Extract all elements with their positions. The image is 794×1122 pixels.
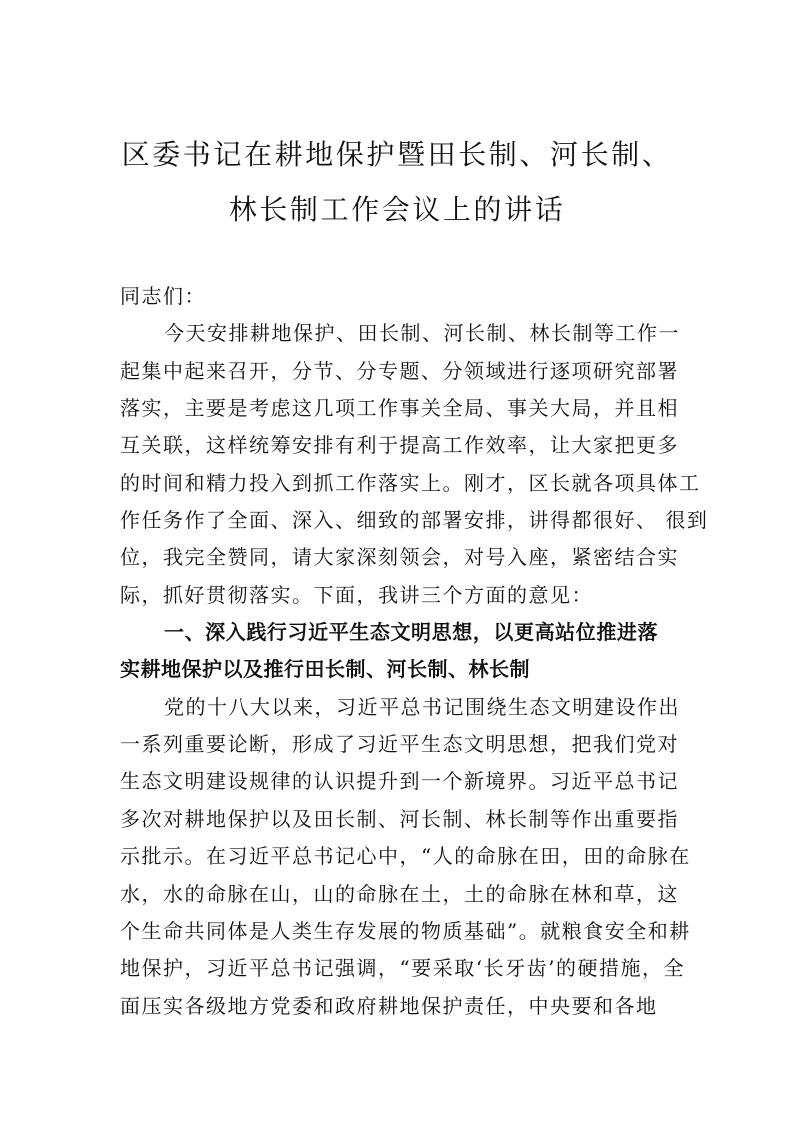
document-title-line-1: 区委书记在耕地保护暨田长制、河长制、 <box>121 138 673 171</box>
paragraph-line: 个生命共同体是人类生存发展的物质基础”。就粮食安全和耕 <box>120 918 691 943</box>
paragraph-line: 际，抓好贯彻落实。下面，我讲三个方面的意见： <box>120 582 593 607</box>
paragraph-line: 一系列重要论断，形成了习近平生态文明思想，把我们党对 <box>120 732 679 757</box>
paragraph-line: 作任务作了全面、深入、细致的部署安排，讲得都很好、 很到 <box>120 508 709 533</box>
paragraph-line: 位，我完全赞同，请大家深刻领会，对号入座，紧密结合实 <box>120 545 679 570</box>
paragraph-line: 多次对耕地保护以及田长制、河长制、林长制等作出重要指 <box>120 806 679 831</box>
paragraph-line: 互关联，这样统筹安排有利于提高工作效率，让大家把更多 <box>120 433 679 458</box>
paragraph-line: 的时间和精力投入到抓工作落实上。刚才，区长就各项具体工 <box>120 470 701 495</box>
salutation: 同志们： <box>120 284 206 308</box>
paragraph-line: 落实，主要是考虑这几项工作事关全局、事关大局，并且相 <box>120 396 679 421</box>
paragraph-line: 面压实各级地方党委和政府耕地保护责任，中央要和各地 <box>120 993 658 1018</box>
paragraph-line: 生态文明建设规律的认识提升到一个新境界。习近平总书记 <box>120 769 679 794</box>
paragraph-line: 示批示。在习近平总书记心中，“人的命脉在田，田的命脉在 <box>120 844 691 869</box>
paragraph-line: 党的十八大以来，习近平总书记围绕生态文明建设作出 <box>164 694 680 719</box>
paragraph-line: 今天安排耕地保护、田长制、河长制、林长制等工作一 <box>164 321 680 346</box>
document-title-line-2: 林长制工作会议上的讲话 <box>228 193 566 226</box>
section-heading-line: 实耕地保护以及推行田长制、河长制、林长制 <box>120 657 530 682</box>
paragraph-line: 水，水的命脉在山，山的命脉在土，土的命脉在林和草，这 <box>120 881 679 906</box>
document-body <box>120 278 709 1025</box>
section-heading-line: 一、深入践行习近平生态文明思想，以更高站位推进落 <box>164 620 658 645</box>
paragraph-line: 起集中起来召开，分节、分专题、分领域进行逐项研究部署 <box>120 358 679 383</box>
paragraph-line: 地保护，习近平总书记强调，“要采取‘长牙齿’的硬措施，全 <box>120 956 685 981</box>
